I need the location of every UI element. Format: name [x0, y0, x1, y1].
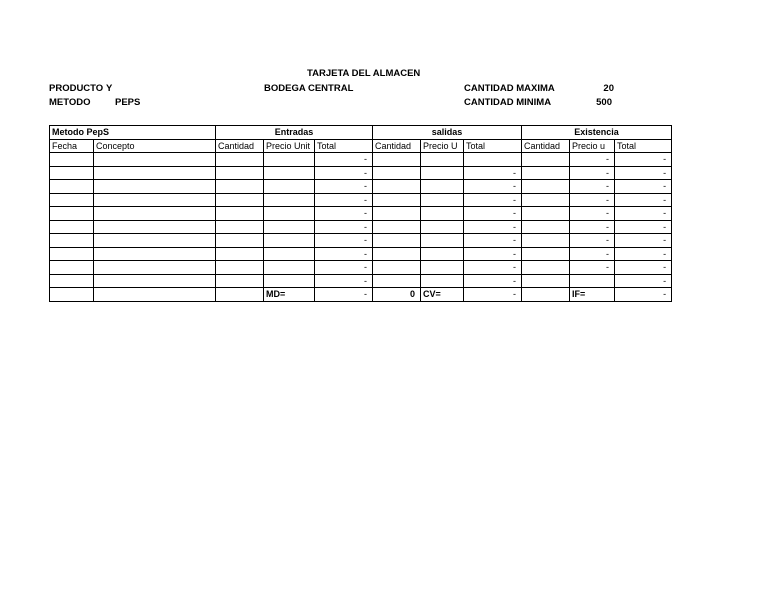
table-cell: -: [315, 220, 373, 234]
table-row: [50, 234, 672, 248]
table-cell: [216, 247, 264, 261]
table-row: [50, 247, 672, 261]
table-cell: [50, 234, 94, 248]
table-cell: [94, 247, 216, 261]
table-cell: -: [315, 180, 373, 194]
table-cell: -: [615, 234, 672, 248]
table-cell: [264, 207, 315, 221]
table-cell: [94, 180, 216, 194]
table-cell: -: [464, 220, 522, 234]
column-header: Cantidad: [216, 139, 264, 153]
table-cell: -: [315, 153, 373, 167]
table-cell: [522, 193, 570, 207]
table-cell: -: [315, 261, 373, 275]
table-cell: [94, 153, 216, 167]
totals-cell: IF=: [570, 288, 615, 302]
table-cell: [464, 153, 522, 167]
table-cell: -: [464, 274, 522, 288]
table-cell: [216, 166, 264, 180]
table-cell: [216, 193, 264, 207]
metodo-header: Metodo PepS: [50, 126, 216, 140]
table-row: [50, 153, 672, 167]
table-cell: [421, 153, 464, 167]
cantidad-maxima-value: 20: [603, 83, 614, 94]
table-cell: [264, 247, 315, 261]
table-cell: [570, 274, 615, 288]
table-cell: [373, 274, 421, 288]
totals-row: [50, 288, 672, 302]
table-cell: [50, 166, 94, 180]
table-cell: [216, 234, 264, 248]
table-row: [50, 207, 672, 221]
table-cell: -: [464, 207, 522, 221]
column-header: Total: [615, 139, 672, 153]
table-cell: -: [570, 247, 615, 261]
existencia-header: Existencia: [522, 126, 672, 140]
table-cell: [264, 220, 315, 234]
table-cell: [264, 180, 315, 194]
totals-cell: [50, 288, 94, 302]
table-cell: [94, 193, 216, 207]
table-cell: [421, 207, 464, 221]
totals-cell: -: [464, 288, 522, 302]
table-cell: -: [615, 153, 672, 167]
table-cell: [216, 274, 264, 288]
producto-label: PRODUCTO: [49, 83, 104, 94]
table-cell: [522, 220, 570, 234]
page-title: TARJETA DEL ALMACEN: [307, 68, 421, 79]
producto-value: Y: [106, 83, 113, 94]
table-cell: -: [570, 207, 615, 221]
table-cell: [94, 234, 216, 248]
table-cell: -: [615, 166, 672, 180]
table-cell: [373, 234, 421, 248]
table-cell: -: [615, 180, 672, 194]
table-cell: -: [570, 166, 615, 180]
table-cell: [50, 261, 94, 275]
column-header: Concepto: [94, 139, 216, 153]
table-cell: [50, 207, 94, 221]
table-cell: [373, 166, 421, 180]
table-cell: [94, 207, 216, 221]
table-cell: [522, 180, 570, 194]
table-cell: [373, 153, 421, 167]
table-cell: -: [570, 193, 615, 207]
table-cell: [264, 274, 315, 288]
column-header: Total: [315, 139, 373, 153]
totals-cell: [94, 288, 216, 302]
table-cell: [421, 193, 464, 207]
table-cell: [94, 166, 216, 180]
table-cell: [421, 234, 464, 248]
totals-cell: CV=: [421, 288, 464, 302]
table-cell: [421, 247, 464, 261]
table-cell: [373, 180, 421, 194]
table-cell: -: [315, 234, 373, 248]
salidas-header: salidas: [373, 126, 522, 140]
table-cell: -: [570, 153, 615, 167]
table-row: [50, 166, 672, 180]
table-cell: [522, 166, 570, 180]
table-cell: -: [615, 247, 672, 261]
totals-cell: MD=: [264, 288, 315, 302]
table-cell: [522, 247, 570, 261]
table-cell: [264, 166, 315, 180]
table-cell: -: [615, 274, 672, 288]
table-cell: [50, 153, 94, 167]
totals-cell: [216, 288, 264, 302]
table-cell: [50, 193, 94, 207]
table-cell: [373, 220, 421, 234]
totals-cell: 0: [373, 288, 421, 302]
table-cell: -: [615, 193, 672, 207]
table-cell: -: [464, 261, 522, 275]
column-header: Precio Unit: [264, 139, 315, 153]
table-cell: [216, 220, 264, 234]
table-cell: -: [315, 207, 373, 221]
table-cell: [522, 261, 570, 275]
table-cell: [373, 247, 421, 261]
metodo-value: PEPS: [115, 97, 141, 108]
table-row: [50, 180, 672, 194]
table-cell: [421, 261, 464, 275]
table-cell: -: [570, 180, 615, 194]
table-cell: -: [315, 166, 373, 180]
column-header: Precio U: [421, 139, 464, 153]
table-cell: [216, 207, 264, 221]
table-cell: -: [570, 261, 615, 275]
table-row: [50, 274, 672, 288]
table-cell: [264, 193, 315, 207]
totals-cell: -: [615, 288, 672, 302]
column-header: Total: [464, 139, 522, 153]
table-cell: [421, 220, 464, 234]
table-cell: [50, 220, 94, 234]
table-cell: -: [615, 207, 672, 221]
table-cell: -: [615, 261, 672, 275]
totals-cell: -: [315, 288, 373, 302]
totals-cell: [522, 288, 570, 302]
cantidad-maxima-label: CANTIDAD MAXIMA: [464, 83, 555, 94]
table-row: [50, 193, 672, 207]
table-cell: [522, 153, 570, 167]
cantidad-minima-label: CANTIDAD MINIMA: [464, 97, 552, 108]
table-cell: [216, 180, 264, 194]
table-cell: [50, 247, 94, 261]
column-header: Fecha: [50, 139, 94, 153]
table-cell: -: [464, 247, 522, 261]
table-cell: -: [570, 220, 615, 234]
table-cell: [94, 261, 216, 275]
table-cell: -: [615, 220, 672, 234]
column-header: Precio u: [570, 139, 615, 153]
table-cell: [216, 153, 264, 167]
table-cell: [264, 261, 315, 275]
inventory-card-table: [49, 125, 672, 302]
table-cell: [264, 234, 315, 248]
table-cell: [373, 193, 421, 207]
table-cell: [50, 180, 94, 194]
cantidad-minima-value: 500: [596, 97, 612, 108]
table-cell: [421, 274, 464, 288]
table-cell: [373, 207, 421, 221]
table-cell: [522, 274, 570, 288]
table-cell: -: [315, 274, 373, 288]
metodo-label: METODO: [49, 97, 91, 108]
table-cell: [421, 166, 464, 180]
table-cell: -: [315, 193, 373, 207]
table-row: [50, 261, 672, 275]
column-header-row: [50, 139, 672, 153]
table-cell: [264, 153, 315, 167]
table-cell: [522, 234, 570, 248]
table-cell: [216, 261, 264, 275]
table-cell: [522, 207, 570, 221]
column-header: Cantidad: [373, 139, 421, 153]
bodega-label: BODEGA CENTRAL: [264, 83, 354, 94]
table-cell: -: [464, 180, 522, 194]
table-cell: -: [464, 234, 522, 248]
table-cell: [94, 220, 216, 234]
table-cell: -: [464, 193, 522, 207]
table-row: [50, 220, 672, 234]
table-cell: [373, 261, 421, 275]
table-cell: -: [464, 166, 522, 180]
column-header: Cantidad: [522, 139, 570, 153]
table-cell: [94, 274, 216, 288]
table-cell: [50, 274, 94, 288]
table-cell: -: [315, 247, 373, 261]
table-cell: [421, 180, 464, 194]
entradas-header: Entradas: [216, 126, 373, 140]
table-cell: -: [570, 234, 615, 248]
group-header-row: [50, 126, 672, 140]
